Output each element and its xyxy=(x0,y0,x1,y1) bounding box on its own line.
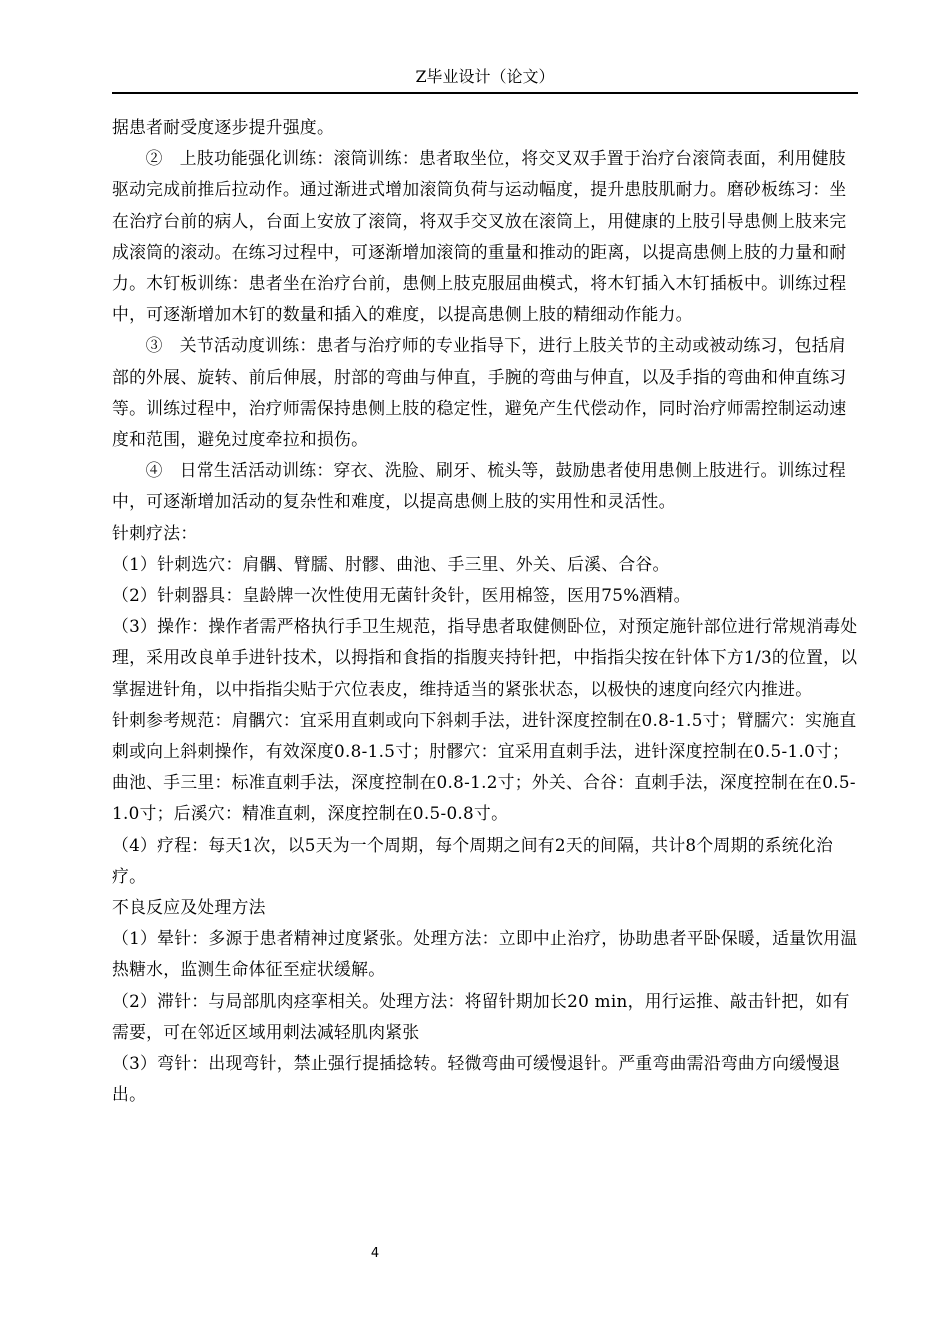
paragraph-daily-living-training: ④ 日常生活活动训练：穿衣、洗脸、刷牙、梳头等，鼓励患者使用患侧上肢进行。训练过程中，可逐渐增加活动的复杂性和难度，以提高患侧上肢的实用性和灵活性。 xyxy=(112,460,846,512)
heading-adverse-reactions: 不良反应及处理方法 xyxy=(112,897,266,918)
page-number: 4 xyxy=(370,1246,380,1261)
paragraph-treatment-course: （4）疗程：每天1次，以5天为一个周期，每个周期之间有2天的间隔，共计8个周期的系统化治疗。 xyxy=(112,834,834,886)
paragraph-continuation: 据患者耐受度逐步提升强度。 xyxy=(112,117,335,137)
paragraph-needle-equipment: （2）针刺器具：皇龄牌一次性使用无菌针灸针，医用棉签，医用75%酒精。 xyxy=(112,585,691,606)
heading-acupuncture: 针刺疗法： xyxy=(112,522,198,543)
page-header-title: Z毕业设计（论文） xyxy=(415,67,555,86)
paragraph-joint-range-training: ③ 关节活动度训练：患者与治疗师的专业指导下，进行上肢关节的主动或被动练习，包括肩部的外展、旋转、前后伸展，肘部的弯曲与伸直，手腕的弯曲与伸直，以及手指的弯曲和伸直练习等。训练过程中，治疗师需保持患侧上肢的稳定性，避免产生代偿动作，同时治疗师需控制运动速度和范围，避免过度牵拉和损伤。 xyxy=(112,335,847,450)
paragraph-needling-reference: 针刺参考规范：肩髃穴：宜采用直刺或向下斜刺手法，进针深度控制在0.8-1.5寸；臂臑穴：实施直刺或向上斜刺操作，有效深度0.8-1.5寸；肘髎穴：宜采用直刺手法，进针深度控制在0.5-1.0寸；曲池、手三里：标准直刺手法，深度控制在0.8-1.2寸；外关、合谷：直刺手法，深度控制在在0.5-1.0寸；后溪穴：精准直刺，深度控制在0.5-0.8寸。 xyxy=(112,709,857,824)
header-divider xyxy=(112,92,858,94)
paragraph-acupoint-selection: （1）针刺选穴：肩髃、臂臑、肘髎、曲池、手三里、外关、后溪、合谷。 xyxy=(112,553,670,574)
paragraph-operation: （3）操作：操作者需严格执行手卫生规范，指导患者取健侧卧位，对预定施针部位进行常规消毒处理，采用改良单手进针技术，以拇指和食指的指腹夹持针把，中指指尖按在针体下方1/3的位置，以掌握进针角，以中指指尖贴于穴位表皮，维持适当的紧张状态，以极快的速度向经穴内推进。 xyxy=(112,616,858,699)
paragraph-stuck-needle: （2）滞针：与局部肌肉痉挛相关。处理方法：将留针期加长20 min，用行运推、敲击针把，如有需要，可在邻近区域用刺法减轻肌肉紧张 xyxy=(112,990,850,1042)
paragraph-upper-limb-training: ② 上肢功能强化训练：滚筒训练：患者取坐位，将交叉双手置于治疗台滚筒表面，利用健肢驱动完成前推后拉动作。通过渐进式增加滚筒负荷与运动幅度，提升患肢肌耐力。磨砂板练习：坐在治疗台前的病人，台面上安放了滚筒，将双手交叉放在滚筒上，用健康的上肢引导患侧上肢来完成滚筒的滚动。在练习过程中，可逐渐增加滚筒的重量和推动的距离，以提高患侧上肢的力量和耐力。木钉板训练：患者坐在治疗台前，患侧上肢克服屈曲模式，将木钉插入木钉插板中。训练过程中，可逐渐增加木钉的数量和插入的难度，以提高患侧上肢的精细动作能力。 xyxy=(112,148,847,325)
paragraph-fainting: （1）晕针：多源于患者精神过度紧张。处理方法：立即中止治疗，协助患者平卧保暖，适量饮用温热糖水，监测生命体征至症状缓解。 xyxy=(112,928,858,980)
paragraph-bent-needle: （3）弯针：出现弯针，禁止强行提插捻转。轻微弯曲可缓慢退针。严重弯曲需沿弯曲方向缓慢退出。 xyxy=(112,1053,841,1105)
document-body xyxy=(112,112,862,1111)
